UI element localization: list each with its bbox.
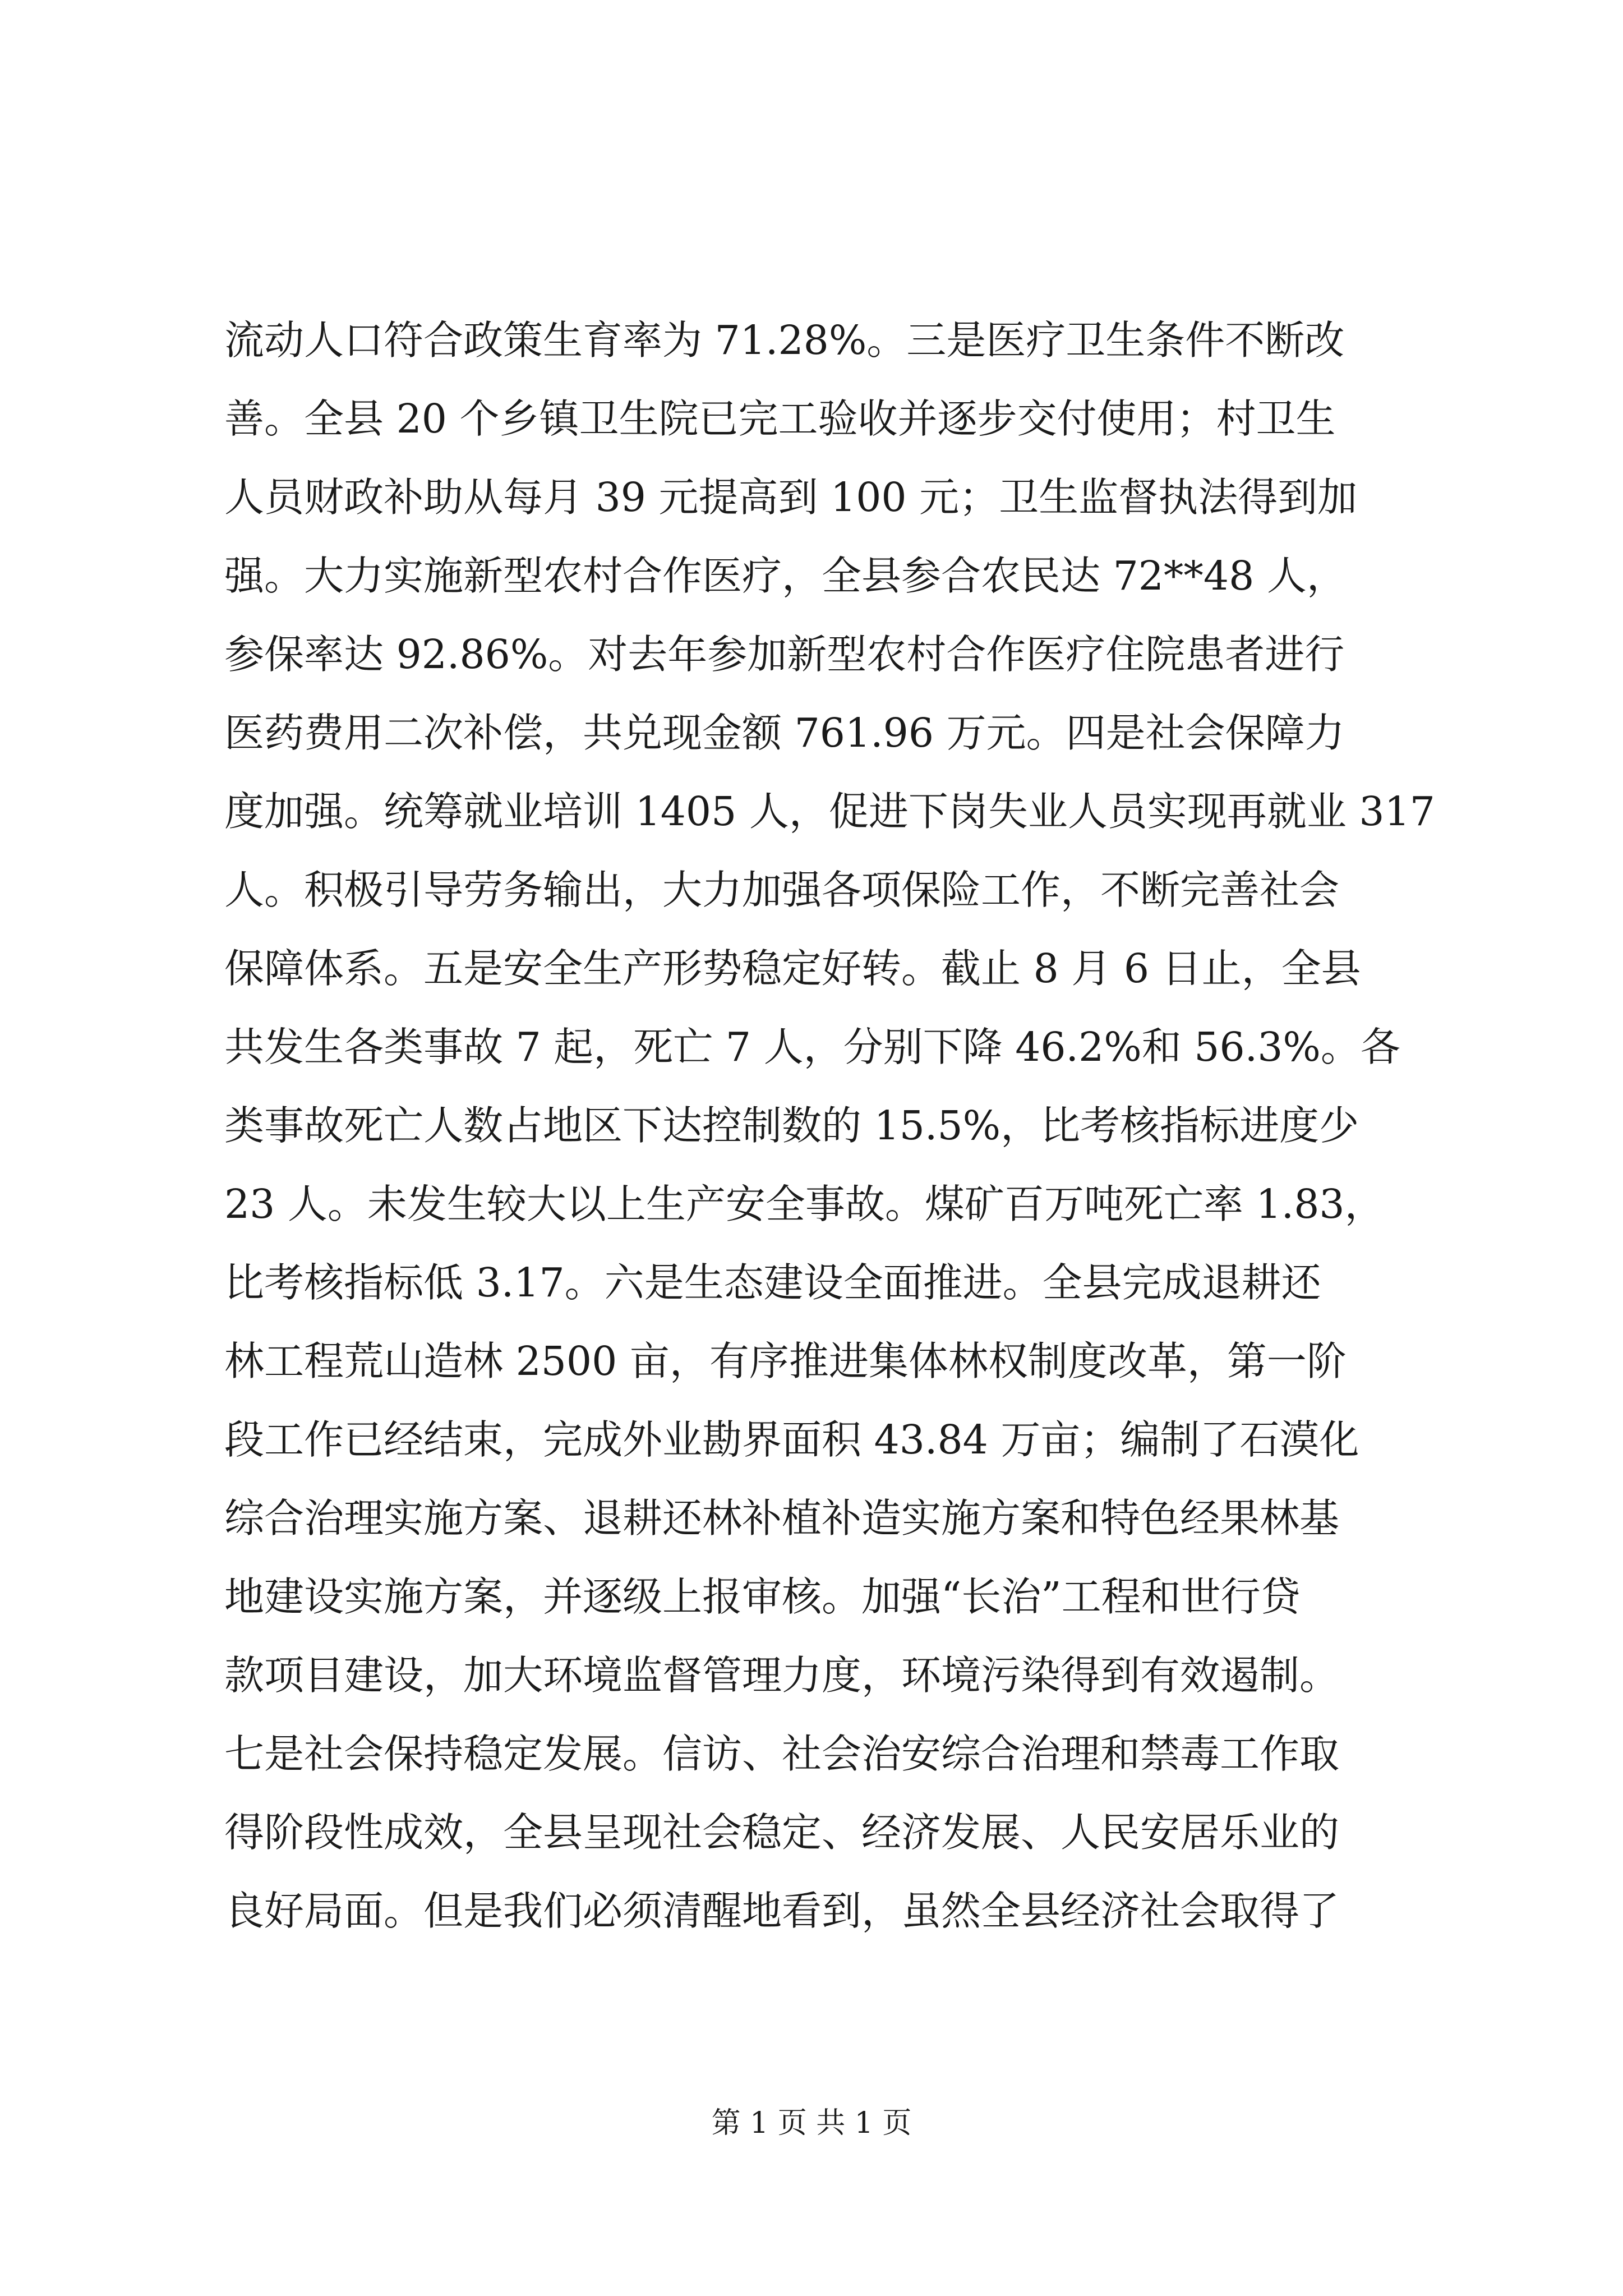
- text-line: 共发生各类事故 7 起，死亡 7 人，分别下降 46.2%和 56.3%。各: [224, 1024, 1400, 1070]
- text-line: 度加强。统筹就业培训 1405 人，促进下岗失业人员实现再就业 317: [224, 788, 1435, 835]
- text-line: 医药费用二次补偿，共兑现金额 761.96 万元。四是社会保障力: [224, 710, 1345, 756]
- text-line: 比考核指标低 3.17。六是生态建设全面推进。全县完成退耕还: [224, 1259, 1321, 1306]
- text-line: 款项目建设，加大环境监督管理力度，环境污染得到有效遏制。: [224, 1652, 1340, 1699]
- page-footer: 第 1 页 共 1 页: [711, 2106, 912, 2140]
- text-line: 善。全县 20 个乡镇卫生院已完工验收并逐步交付使用；村卫生: [224, 395, 1336, 442]
- text-line: 保障体系。五是安全生产形势稳定好转。截止 8 月 6 日止，全县: [224, 945, 1361, 992]
- text-line: 人员财政补助从每月 39 元提高到 100 元；卫生监督执法得到加: [224, 474, 1358, 521]
- text-line: 强。大力实施新型农村合作医疗，全县参合农民达 72**48 人，: [224, 553, 1347, 599]
- text-line: 流动人口符合政策生育率为 71.28%。三是医疗卫生条件不断改: [224, 317, 1345, 364]
- body-text: [224, 301, 1458, 1950]
- text-line: 段工作已经结束，完成外业勘界面积 43.84 万亩；编制了石漠化: [224, 1416, 1359, 1463]
- text-line: 七是社会保持稳定发展。信访、社会治安综合治理和禁毒工作取: [224, 1731, 1340, 1777]
- text-line: 类事故死亡人数占地区下达控制数的 15.5%，比考核指标进度少: [224, 1102, 1359, 1149]
- text-line: 地建设实施方案，并逐级上报审核。加强“长治”工程和世行贷: [224, 1573, 1301, 1620]
- text-line: 得阶段性成效，全县呈现社会稳定、经济发展、人民安居乐业的: [224, 1809, 1340, 1856]
- text-line: 参保率达 92.86%。对去年参加新型农村合作医疗住院患者进行: [224, 631, 1345, 678]
- text-line: 林工程荒山造林 2500 亩，有序推进集体林权制度改革，第一阶: [224, 1338, 1347, 1384]
- text-line: 人。积极引导劳务输出，大力加强各项保险工作，不断完善社会: [224, 867, 1340, 913]
- text-line: 综合治理实施方案、退耕还林补植补造实施方案和特色经果林基: [224, 1495, 1340, 1542]
- text-line: 23 人。未发生较大以上生产安全事故。煤矿百万吨死亡率 1.83，: [224, 1181, 1385, 1227]
- text-line: 良好局面。但是我们必须清醒地看到，虽然全县经济社会取得了: [224, 1888, 1340, 1934]
